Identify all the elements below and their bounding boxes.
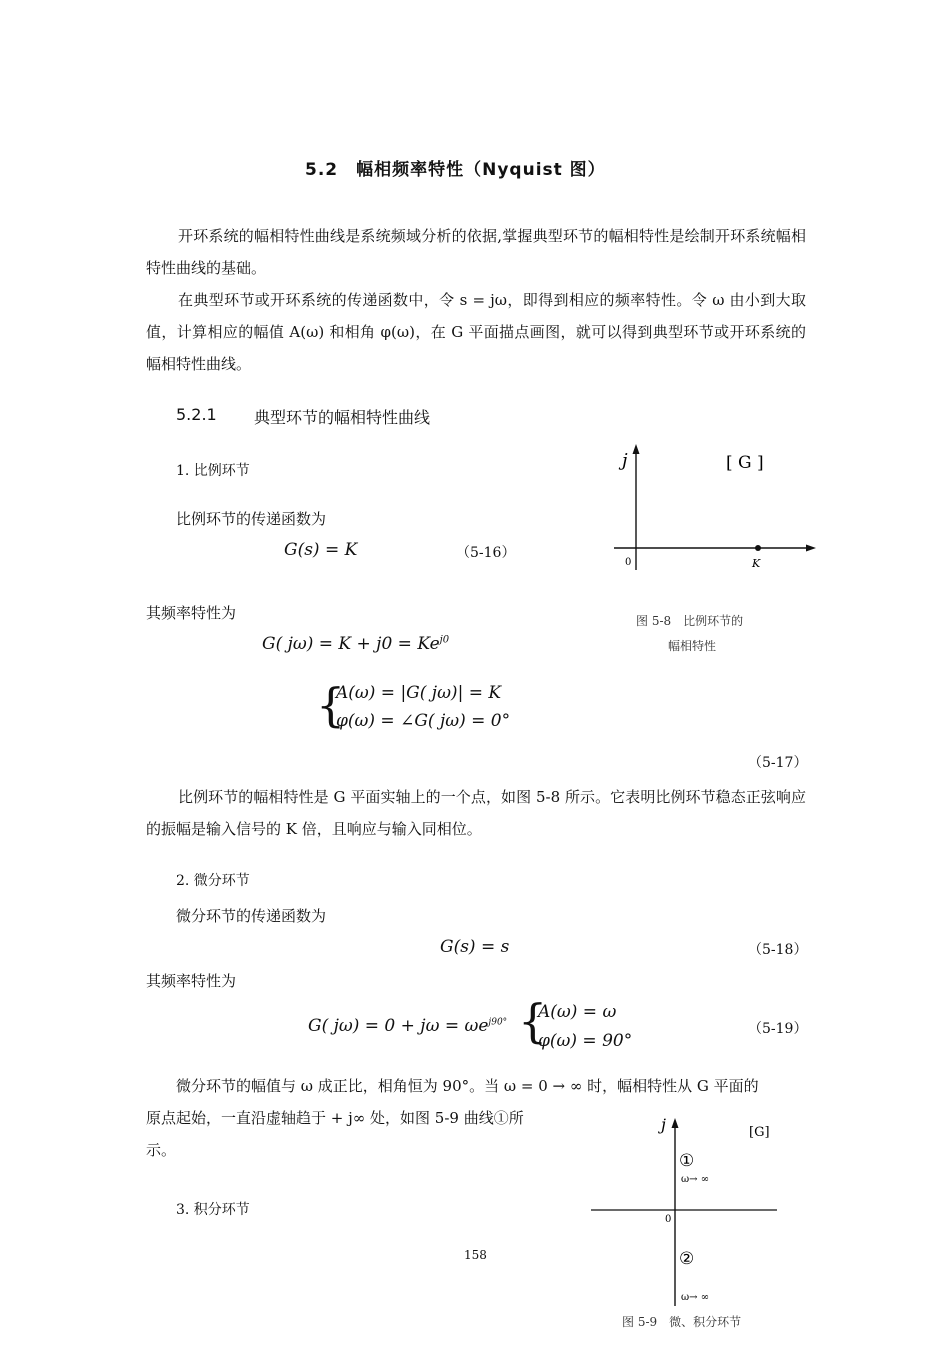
fig59-label-j: j bbox=[661, 1115, 666, 1134]
differential-eq-freq-sup: j90° bbox=[488, 1017, 508, 1028]
differential-eq-amplitude: A(ω) = ω bbox=[538, 1002, 617, 1022]
brace-5-17: { bbox=[316, 678, 346, 732]
differential-heading: 2. 微分环节 bbox=[176, 873, 250, 889]
proportional-eq-freq-main: G( jω) = K + j0 = Ke bbox=[262, 634, 440, 654]
proportional-eq-freq bbox=[262, 634, 449, 654]
proportional-eq-tf: G(s) = K bbox=[284, 540, 358, 560]
proportional-eq-number: （5-17） bbox=[748, 755, 808, 771]
fig59-curve-1-label: ① bbox=[679, 1151, 695, 1171]
fig58-label-origin: 0 bbox=[625, 557, 632, 568]
differential-desc-line1: 微分环节的幅值与 ω 成正比，相角恒为 90°。当 ω = 0 → ∞ 时，幅相特性从 G 平面的 bbox=[176, 1077, 759, 1095]
fig58-label-plane: [ G ] bbox=[726, 453, 764, 473]
brace-5-19: { bbox=[518, 994, 548, 1048]
proportional-eq-freq-sup: j0 bbox=[439, 634, 450, 646]
fig58-caption-line2: 幅相特性 bbox=[668, 639, 717, 653]
differential-desc-line3: 示。 bbox=[146, 1141, 177, 1159]
differential-eq-number: （5-19） bbox=[748, 1021, 808, 1037]
differential-eq-tf: G(s) = s bbox=[440, 937, 510, 957]
fig59-omega-inf-lower: ω→ ∞ bbox=[681, 1292, 710, 1303]
differential-eq-freq bbox=[308, 1016, 507, 1036]
proportional-eq-tf-number: （5-16） bbox=[456, 545, 516, 561]
differential-tf-intro: 微分环节的传递函数为 bbox=[176, 907, 327, 925]
fig59-curve-2-label: ② bbox=[679, 1249, 695, 1269]
fig58-imag-arrow bbox=[633, 444, 640, 454]
section-title: 5.2 幅相频率特性（Nyquist 图） bbox=[305, 160, 606, 180]
fig59-label-origin: 0 bbox=[665, 1214, 672, 1225]
differential-desc-line2: 原点起始，一直沿虚轴趋于 + j∞ 处，如图 5-9 曲线①所 bbox=[146, 1109, 524, 1127]
fig59-imag-arrow bbox=[672, 1118, 679, 1128]
proportional-description: 比例环节的幅相特性是 G 平面实轴上的一个点，如图 5-8 所示。它表明比例环节稳态正弦响应的振幅是输入信号的 K 倍，且响应与输入同相位。 bbox=[146, 788, 806, 838]
fig58-point-k bbox=[755, 545, 761, 551]
intro-paragraph-2: 在典型环节或开环系统的传递函数中，令 s = jω，即得到相应的频率特性。令 ω 由小到大取值，计算相应的幅值 A(ω) 和相角 φ(ω)，在 G 平面描点画图，就可以得到典型环节或开环系统的幅相特性曲线。 bbox=[146, 291, 806, 373]
page-number: 158 bbox=[464, 1248, 487, 1262]
proportional-eq-phase: φ(ω) = ∠G( jω) = 0° bbox=[336, 711, 511, 731]
proportional-tf-intro: 比例环节的传递函数为 bbox=[176, 510, 327, 528]
fig59-label-plane: [G] bbox=[749, 1125, 770, 1140]
subsection-number: 5.2.1 bbox=[176, 405, 217, 424]
differential-eq-freq-main: G( jω) = 0 + jω = ωe bbox=[308, 1016, 489, 1036]
proportional-heading: 1. 比例环节 bbox=[176, 463, 250, 479]
fig58-real-arrow bbox=[806, 545, 816, 552]
figure-5-8 bbox=[600, 440, 830, 580]
figure-5-9 bbox=[585, 1108, 785, 1308]
fig59-omega-inf-upper: ω→ ∞ bbox=[681, 1174, 710, 1185]
fig58-label-j: j bbox=[622, 450, 628, 471]
integral-heading: 3. 积分环节 bbox=[176, 1202, 250, 1218]
fig59-caption: 图 5-9 微、积分环节 bbox=[622, 1315, 742, 1329]
intro-paragraph-1: 开环系统的幅相特性曲线是系统频域分析的依据,掌握典型环节的幅相特性是绘制开环系统幅相特性曲线的基础。 bbox=[146, 227, 806, 277]
fig58-caption-line1: 图 5-8 比例环节的 bbox=[636, 614, 744, 628]
differential-eq-tf-number: （5-18） bbox=[748, 942, 808, 958]
proportional-freq-intro: 其频率特性为 bbox=[146, 604, 237, 622]
subsection-title: 典型环节的幅相特性曲线 bbox=[254, 408, 431, 427]
proportional-eq-amplitude: A(ω) = |G( jω)| = K bbox=[336, 683, 502, 703]
differential-freq-intro: 其频率特性为 bbox=[146, 972, 237, 990]
differential-eq-phase: φ(ω) = 90° bbox=[538, 1031, 633, 1051]
fig58-label-k: K bbox=[752, 557, 761, 570]
